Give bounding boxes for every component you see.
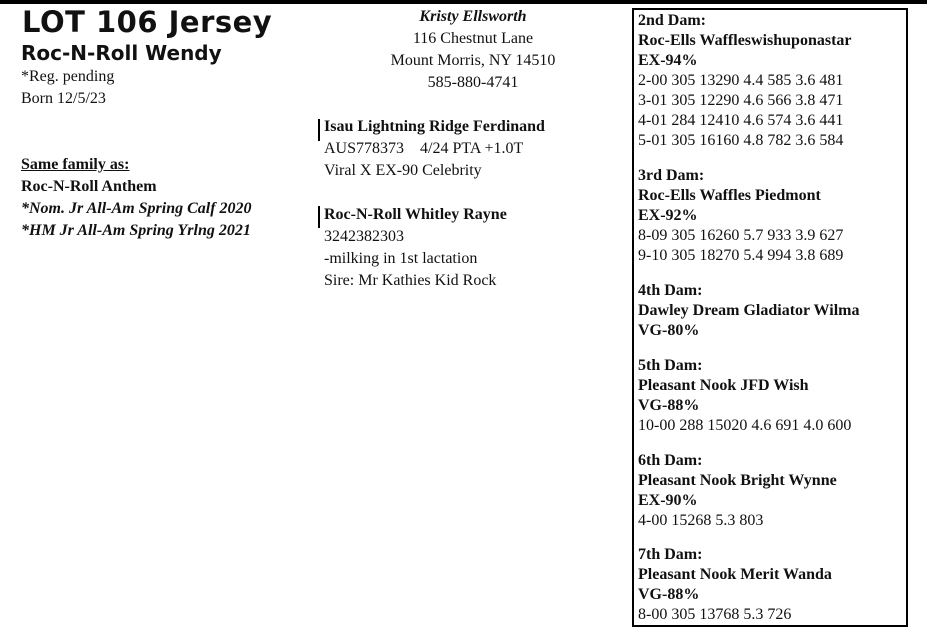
pedigree-box bbox=[632, 8, 908, 627]
dam-registration: 3242382303 bbox=[324, 228, 404, 245]
birth-date: Born 12/5/23 bbox=[21, 90, 106, 107]
owner-contact bbox=[360, 6, 586, 94]
family-honor-1: *Nom. Jr All-Am Spring Calf 2020 bbox=[21, 200, 252, 217]
dam-label: 7th Dam: bbox=[638, 546, 703, 563]
owner-name: Kristy Ellsworth bbox=[419, 8, 527, 25]
dam-name: Roc-Ells Waffles Piedmont bbox=[638, 187, 821, 204]
dam-lactation: -milking in 1st lactation bbox=[324, 250, 478, 267]
production-record: 4-01 284 12410 4.6 574 3.6 441 bbox=[638, 112, 844, 129]
dam-label: 6th Dam: bbox=[638, 452, 703, 469]
production-record: 9-10 305 18270 5.4 994 3.8 689 bbox=[638, 247, 844, 264]
dam-label: 3rd Dam: bbox=[638, 167, 705, 184]
lot-title: LOT 106 Jersey bbox=[22, 5, 273, 39]
dam-score: VG-88% bbox=[638, 397, 700, 414]
owner-phone: 585-880-4741 bbox=[427, 74, 519, 91]
animal-name: Roc-N-Roll Wendy bbox=[21, 41, 222, 65]
production-record: 2-00 305 13290 4.4 585 3.6 481 bbox=[638, 72, 844, 89]
dam-generation-4 bbox=[638, 281, 859, 341]
dam-generation-7 bbox=[638, 545, 832, 625]
production-record: 4-00 15268 5.3 803 bbox=[638, 512, 764, 529]
dam-generation-2 bbox=[638, 11, 852, 151]
dam-score: VG-80% bbox=[638, 322, 700, 339]
dam-score: EX-90% bbox=[638, 492, 698, 509]
dam-name: Roc-Ells Waffleswishuponastar bbox=[638, 32, 852, 49]
dam-label: 2nd Dam: bbox=[638, 12, 707, 29]
sire-registration: AUS778373 4/24 PTA +1.0T bbox=[324, 140, 524, 157]
dam-generation-3 bbox=[638, 166, 843, 266]
dam-label: 4th Dam: bbox=[638, 282, 703, 299]
owner-city: Mount Morris, NY 14510 bbox=[390, 52, 556, 69]
sire-divider bbox=[318, 119, 320, 141]
owner-address: 116 Chestnut Lane bbox=[412, 30, 534, 47]
dam-generation-6 bbox=[638, 451, 837, 531]
family-heading: Same family as: bbox=[21, 156, 130, 173]
production-record: 3-01 305 12290 4.6 566 3.8 471 bbox=[638, 92, 844, 109]
dam-name: Pleasant Nook Merit Wanda bbox=[638, 566, 832, 583]
family-honor-2: *HM Jr All-Am Spring Yrlng 2021 bbox=[21, 222, 251, 239]
family-name: Roc-N-Roll Anthem bbox=[21, 178, 157, 195]
sire-name: Isau Lightning Ridge Ferdinand bbox=[324, 118, 545, 135]
production-record: 8-09 305 16260 5.7 933 3.9 627 bbox=[638, 227, 844, 244]
production-record: 10-00 288 15020 4.6 691 4.0 600 bbox=[638, 417, 852, 434]
dam-name: Dawley Dream Gladiator Wilma bbox=[638, 302, 860, 319]
dam-divider bbox=[318, 206, 320, 228]
registration-status: *Reg. pending bbox=[21, 68, 115, 85]
dam-name: Roc-N-Roll Whitley Rayne bbox=[324, 206, 507, 223]
dam-label: 5th Dam: bbox=[638, 357, 703, 374]
production-record: 5-01 305 16160 4.8 782 3.6 584 bbox=[638, 132, 844, 149]
dam-name: Pleasant Nook JFD Wish bbox=[638, 377, 809, 394]
dam-name: Pleasant Nook Bright Wynne bbox=[638, 472, 837, 489]
production-record: 8-00 305 13768 5.3 726 bbox=[638, 606, 792, 623]
dam-score: EX-92% bbox=[638, 207, 698, 224]
dam-score: VG-88% bbox=[638, 586, 700, 603]
dam-score: EX-94% bbox=[638, 52, 698, 69]
sire-pedigree: Viral X EX-90 Celebrity bbox=[324, 162, 482, 179]
dam-sire: Sire: Mr Kathies Kid Rock bbox=[324, 272, 497, 289]
dam-generation-5 bbox=[638, 356, 851, 436]
